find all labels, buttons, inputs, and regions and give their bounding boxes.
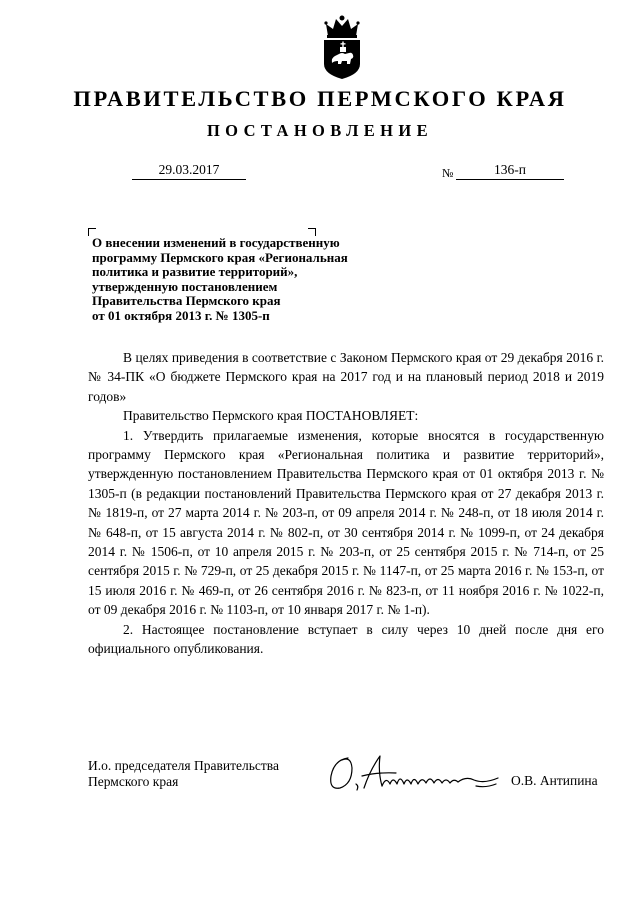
perm-krai-coat-of-arms-icon xyxy=(318,14,366,80)
handwritten-signature-icon xyxy=(326,746,506,798)
signatory-title-line: Пермского края xyxy=(88,773,179,789)
body-paragraph-item-2: 2. Настоящее постановление вступает в силу через 10 дней после дня его официального опубликования. xyxy=(88,621,604,657)
government-title: ПРАВИТЕЛЬСТВО ПЕРМСКОГО КРАЯ xyxy=(73,86,567,111)
number-label: № xyxy=(442,166,454,180)
subject-line: утвержденную постановлением xyxy=(92,278,278,294)
document-type: ПОСТАНОВЛЕНИЕ xyxy=(206,121,434,140)
subject-line: политика и развитие территорий», xyxy=(92,264,298,280)
document-subject xyxy=(92,236,348,324)
body-paragraph-resolves: Правительство Пермского края ПОСТАНОВЛЯЕТ: xyxy=(123,408,419,424)
document-date: 29.03.2017 xyxy=(132,161,246,180)
subject-line: О внесении изменений в государственную xyxy=(92,235,340,250)
subject-line: от 01 октября 2013 г. № 1305-п xyxy=(92,307,270,323)
body-paragraph-preamble: В целях приведения в соответствие с Законом Пермского края от 29 декабря 2016 г. № 34-ПК «О бюджете Пермского края на 2017 год и на плановый период 2018 и 2019 годов» xyxy=(88,350,604,404)
subject-line: программу Пермского края «Региональная xyxy=(92,249,348,265)
body-paragraph-item-1: 1. Утвердить прилагаемые изменения, которые вносятся в государственную программу Пермского края «Региональная политика и развитие территорий», утвержденную постановлением Правительства Пермского края от 01 октября 2013 г. № 1305-п (в редакции постановлений Правительства Пермского края от 27 декабря 2013 г. № 1819-п, от 27 марта 2014 г. № 203-п, от 09 апреля 2014 г. № 248-п, от 18 июля 2014 г. № 648-п, от 15 августа 2014 г. № 802-п, от 30 сентября 2014 г. № 1099-п, от 24 декабря 2014 г. № 1506-п, от 10 апреля 2015 г. № 203-п, от 25 сентября 2015 г. № 714-п, от 25 сентября 2015 г. № 729-п, от 25 декабря 2015 г. № 1147-п, от 25 марта 2016 г. № 153-п, от 15 июля 2016 г. № 469-п, от 26 сентября 2016 г. № 823-п, от 11 ноября 2016 г. № 1022-п, от 09 декабря 2016 г. № 1103-п, от 10 января 2017 г. № 1-п). xyxy=(88,427,604,618)
signatory-title-line: И.о. председателя Правительства xyxy=(88,758,279,773)
document-body xyxy=(88,348,604,659)
document-number: 136-п xyxy=(456,161,564,180)
subject-line: Правительства Пермского края xyxy=(92,293,281,309)
signatory-name: О.В. Антипина xyxy=(511,773,598,788)
signatory-title xyxy=(88,758,279,789)
